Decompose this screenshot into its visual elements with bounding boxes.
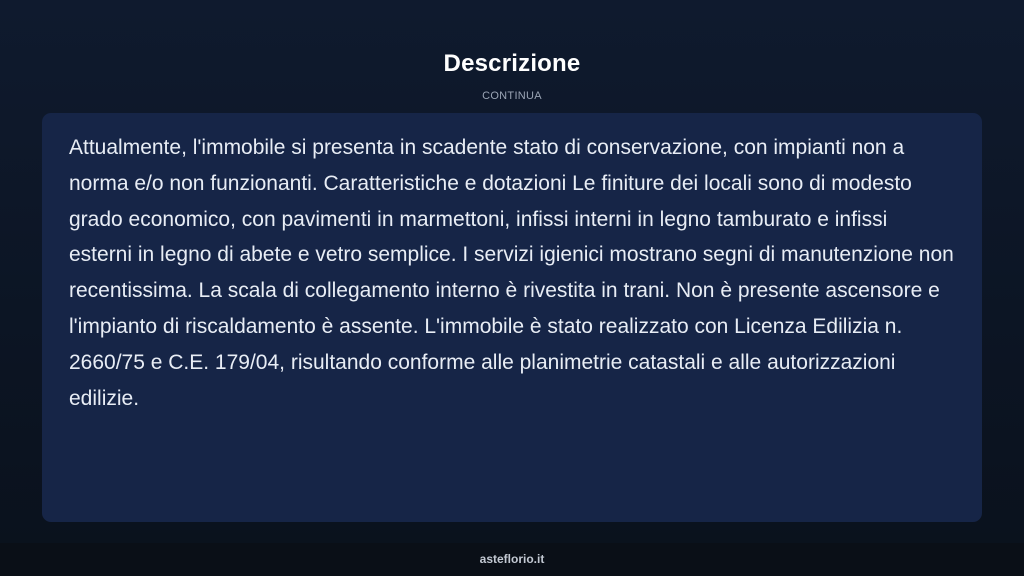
footer-bar (0, 543, 1024, 576)
footer-site-name: asteflorio.it (479, 552, 545, 566)
description-card (42, 113, 982, 522)
page-subtitle: CONTINUA (482, 90, 542, 102)
page-title: Descrizione (443, 50, 581, 77)
description-text: Attualmente, l'immobile si presenta in scadente stato di conservazione, con impianti non a norma e/o non funzionanti. Caratteristiche e dotazioni Le finiture dei locali sono di modesto grado economico, con pavimenti in marmettoni, infissi interni in legno tamburato e infissi esterni in legno di abete e vetro semplice. I servizi igienici mostrano segni di manutenzione non recentissima. La scala di collegamento interno è rivestita in trani. Non è presente ascensore e l'impianto di riscaldamento è assente. L'immobile è stato realizzato con Licenza Edilizia n. 2660/75 e C.E. 179/04, risultando conforme alle planimetrie catastali e alle autorizzazioni edilizie. (69, 136, 954, 410)
